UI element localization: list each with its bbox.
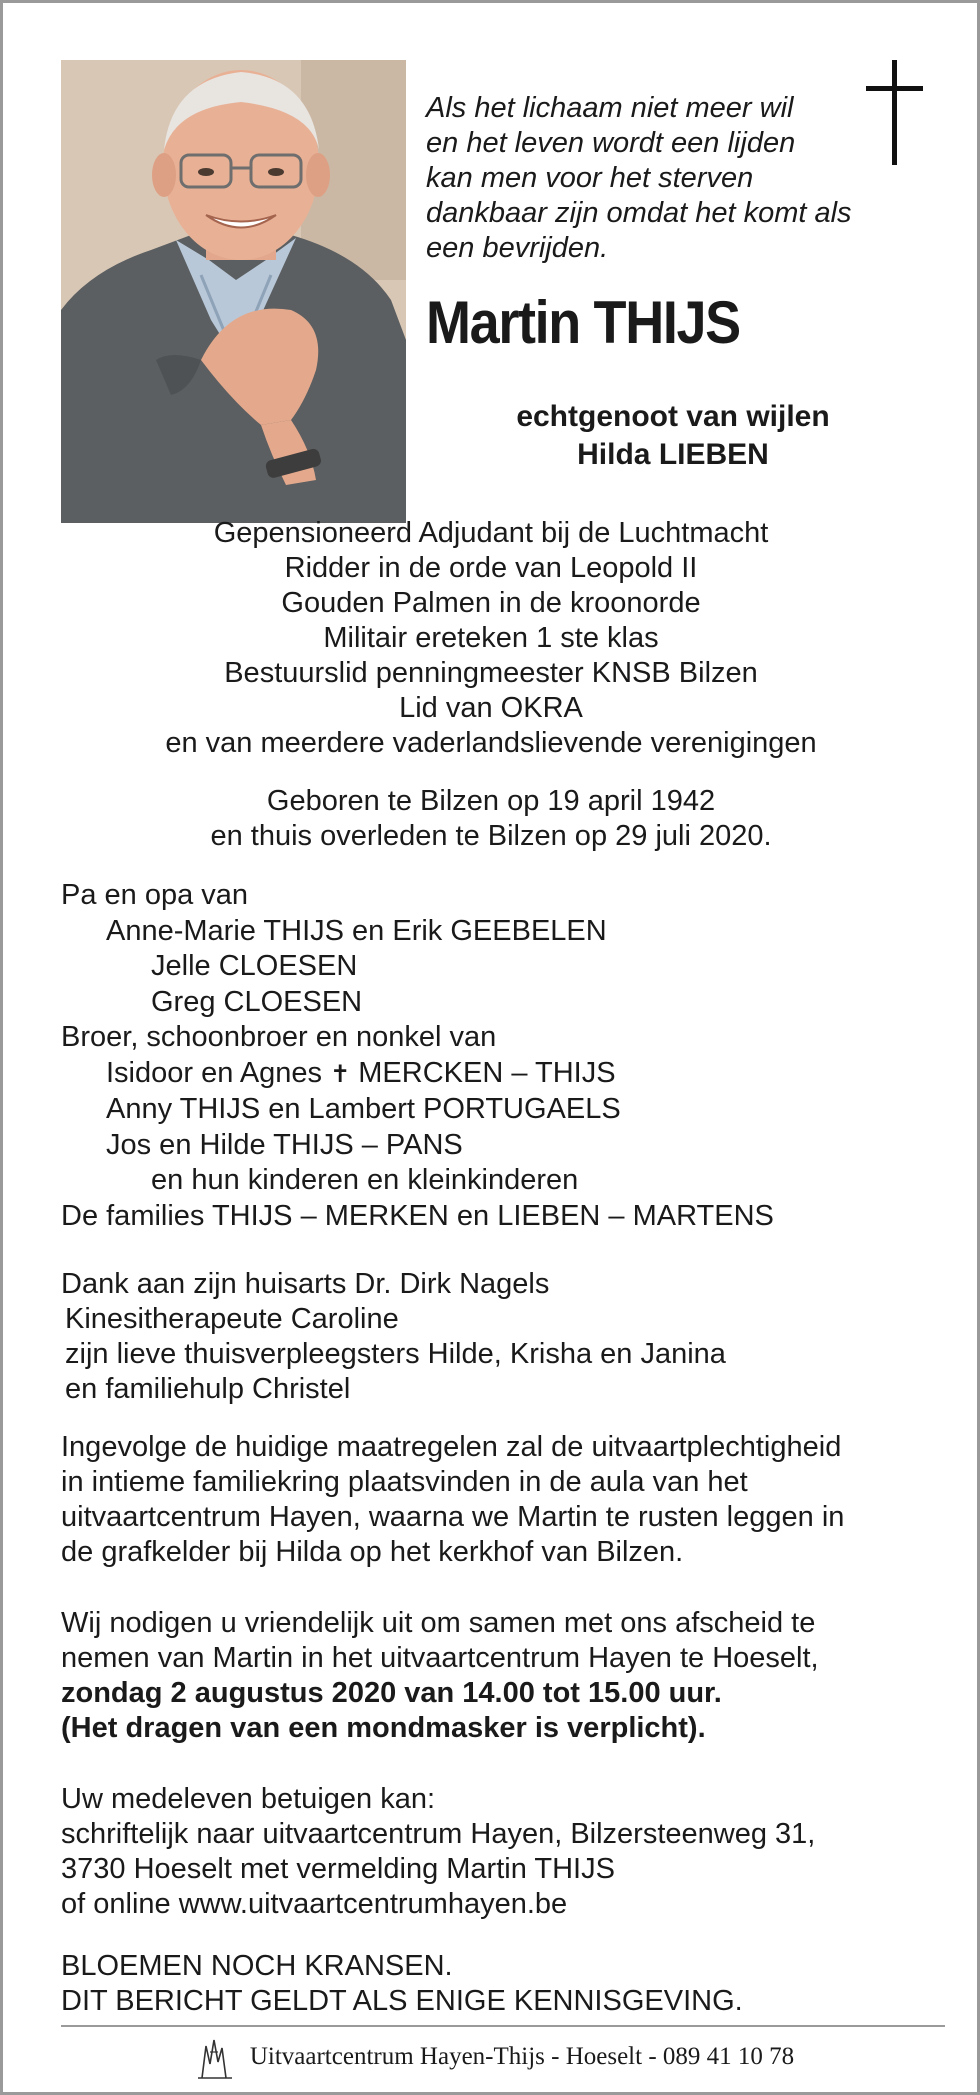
family-list — [61, 878, 941, 1234]
invitation-paragraph — [61, 1606, 941, 1746]
paragraph-line: 3730 Hoeselt met vermelding Martin THIJS — [61, 1853, 615, 1885]
thanks-line: zijn lieve thuisverpleegsters Hilde, Krisha en Janina — [65, 1338, 726, 1370]
spouse-line: echtgenoot van wijlen — [516, 400, 830, 433]
portrait-photo — [61, 60, 406, 523]
birth-line: Geboren te Bilzen op 19 april 1942 — [266, 785, 716, 817]
family-member-text: MERCKEN – THIJS — [350, 1056, 616, 1089]
paragraph-line: of online www.uitvaartcentrumhayen.be — [61, 1888, 568, 1920]
paragraph-line: in intieme familiekring plaatsvinden in de aula van het — [61, 1466, 748, 1498]
family-member: en hun kinderen en kleinkinderen — [151, 1164, 579, 1196]
paragraph-line: Ingevolge de huidige maatregelen zal de uitvaartplechtigheid — [61, 1431, 842, 1463]
family-member: Anny THIJS en Lambert PORTUGAELS — [106, 1093, 621, 1125]
notice-line: DIT BERICHT GELDT ALS ENIGE KENNISGEVING. — [61, 1985, 743, 2017]
title-line: Ridder in de orde van Leopold II — [284, 552, 698, 584]
spouse-name: Hilda LIEBEN — [577, 438, 769, 471]
paragraph-line: Wij nodigen u vriendelijk uit om samen met ons afscheid te — [61, 1607, 816, 1639]
poem-line: Als het lichaam niet meer wil — [426, 92, 794, 124]
final-notice — [61, 1949, 941, 2019]
family-heading: De families THIJS – MERKEN en LIEBEN – MARTENS — [61, 1199, 774, 1232]
paragraph-line: uitvaartcentrum Hayen, waarna we Martin te rusten leggen in — [61, 1501, 845, 1533]
family-member: Anne-Marie THIJS en Erik GEEBELEN — [106, 914, 607, 947]
thanks-line: Dank aan zijn huisarts Dr. Dirk Nagels — [61, 1268, 550, 1300]
family-heading: Pa en opa van — [61, 879, 249, 911]
family-member: Greg CLOESEN — [151, 985, 363, 1018]
poem-line: kan men voor het sterven — [426, 162, 754, 194]
family-member: Jelle CLOESEN — [151, 950, 358, 982]
poem — [426, 91, 886, 266]
title-line: Bestuurslid penningmeester KNSB Bilzen — [224, 657, 758, 689]
life-dates — [61, 784, 921, 854]
ceremony-paragraph — [61, 1430, 941, 1570]
condolences-paragraph — [61, 1782, 941, 1922]
footer — [3, 2033, 980, 2081]
title-line: Lid van OKRA — [399, 692, 583, 724]
thanks-line: Kinesitherapeute Caroline — [65, 1303, 399, 1335]
family-member — [61, 1056, 941, 1093]
funeral-home-logo — [192, 2034, 238, 2080]
footer-divider — [61, 2025, 945, 2027]
family-member-text: Isidoor en Agnes — [106, 1056, 331, 1089]
title-line: Militair ereteken 1 ste klas — [323, 622, 659, 654]
poem-line: en het leven wordt een lijden — [426, 127, 796, 159]
thanks-line: en familiehulp Christel — [65, 1373, 351, 1405]
spouse-block — [443, 398, 903, 474]
paragraph-line: de grafkelder bij Hilda op het kerkhof van Bilzen. — [61, 1536, 684, 1568]
paragraph-line: schriftelijk naar uitvaartcentrum Hayen, Bilzersteenweg 31, — [61, 1818, 816, 1850]
paragraph-line: nemen van Martin in het uitvaartcentrum Hayen te Hoeselt, — [61, 1642, 819, 1674]
footer-text: Uitvaartcentrum Hayen-Thijs - Hoeselt - 089 41 10 78 — [249, 2043, 795, 2070]
title-line: en van meerdere vaderlandslievende verenigingen — [165, 727, 817, 759]
poem-line: dankbaar zijn omdat het komt als — [426, 197, 852, 229]
poem-line: een bevrijden. — [426, 232, 609, 264]
death-line: en thuis overleden te Bilzen op 29 juli 2020. — [210, 820, 772, 852]
family-heading: Broer, schoonbroer en nonkel van — [61, 1021, 497, 1053]
family-member: Jos en Hilde THIJS – PANS — [106, 1128, 463, 1161]
cross-icon — [866, 60, 926, 165]
thanks-block — [61, 1267, 941, 1407]
cross-icon: ✝ — [330, 1060, 351, 1088]
deceased-name: Martin THIJS — [426, 289, 740, 356]
mask-notice: (Het dragen van een mondmasker is verplicht). — [61, 1712, 706, 1744]
title-line: Gouden Palmen in de kroonorde — [281, 587, 701, 619]
visitation-time: zondag 2 augustus 2020 van 14.00 tot 15.00 uur. — [61, 1677, 722, 1709]
paragraph-line: Uw medeleven betuigen kan: — [61, 1783, 436, 1815]
title-line: Gepensioneerd Adjudant bij de Luchtmacht — [213, 517, 769, 549]
notice-line: BLOEMEN NOCH KRANSEN. — [61, 1950, 453, 1982]
titles-list — [61, 516, 921, 761]
